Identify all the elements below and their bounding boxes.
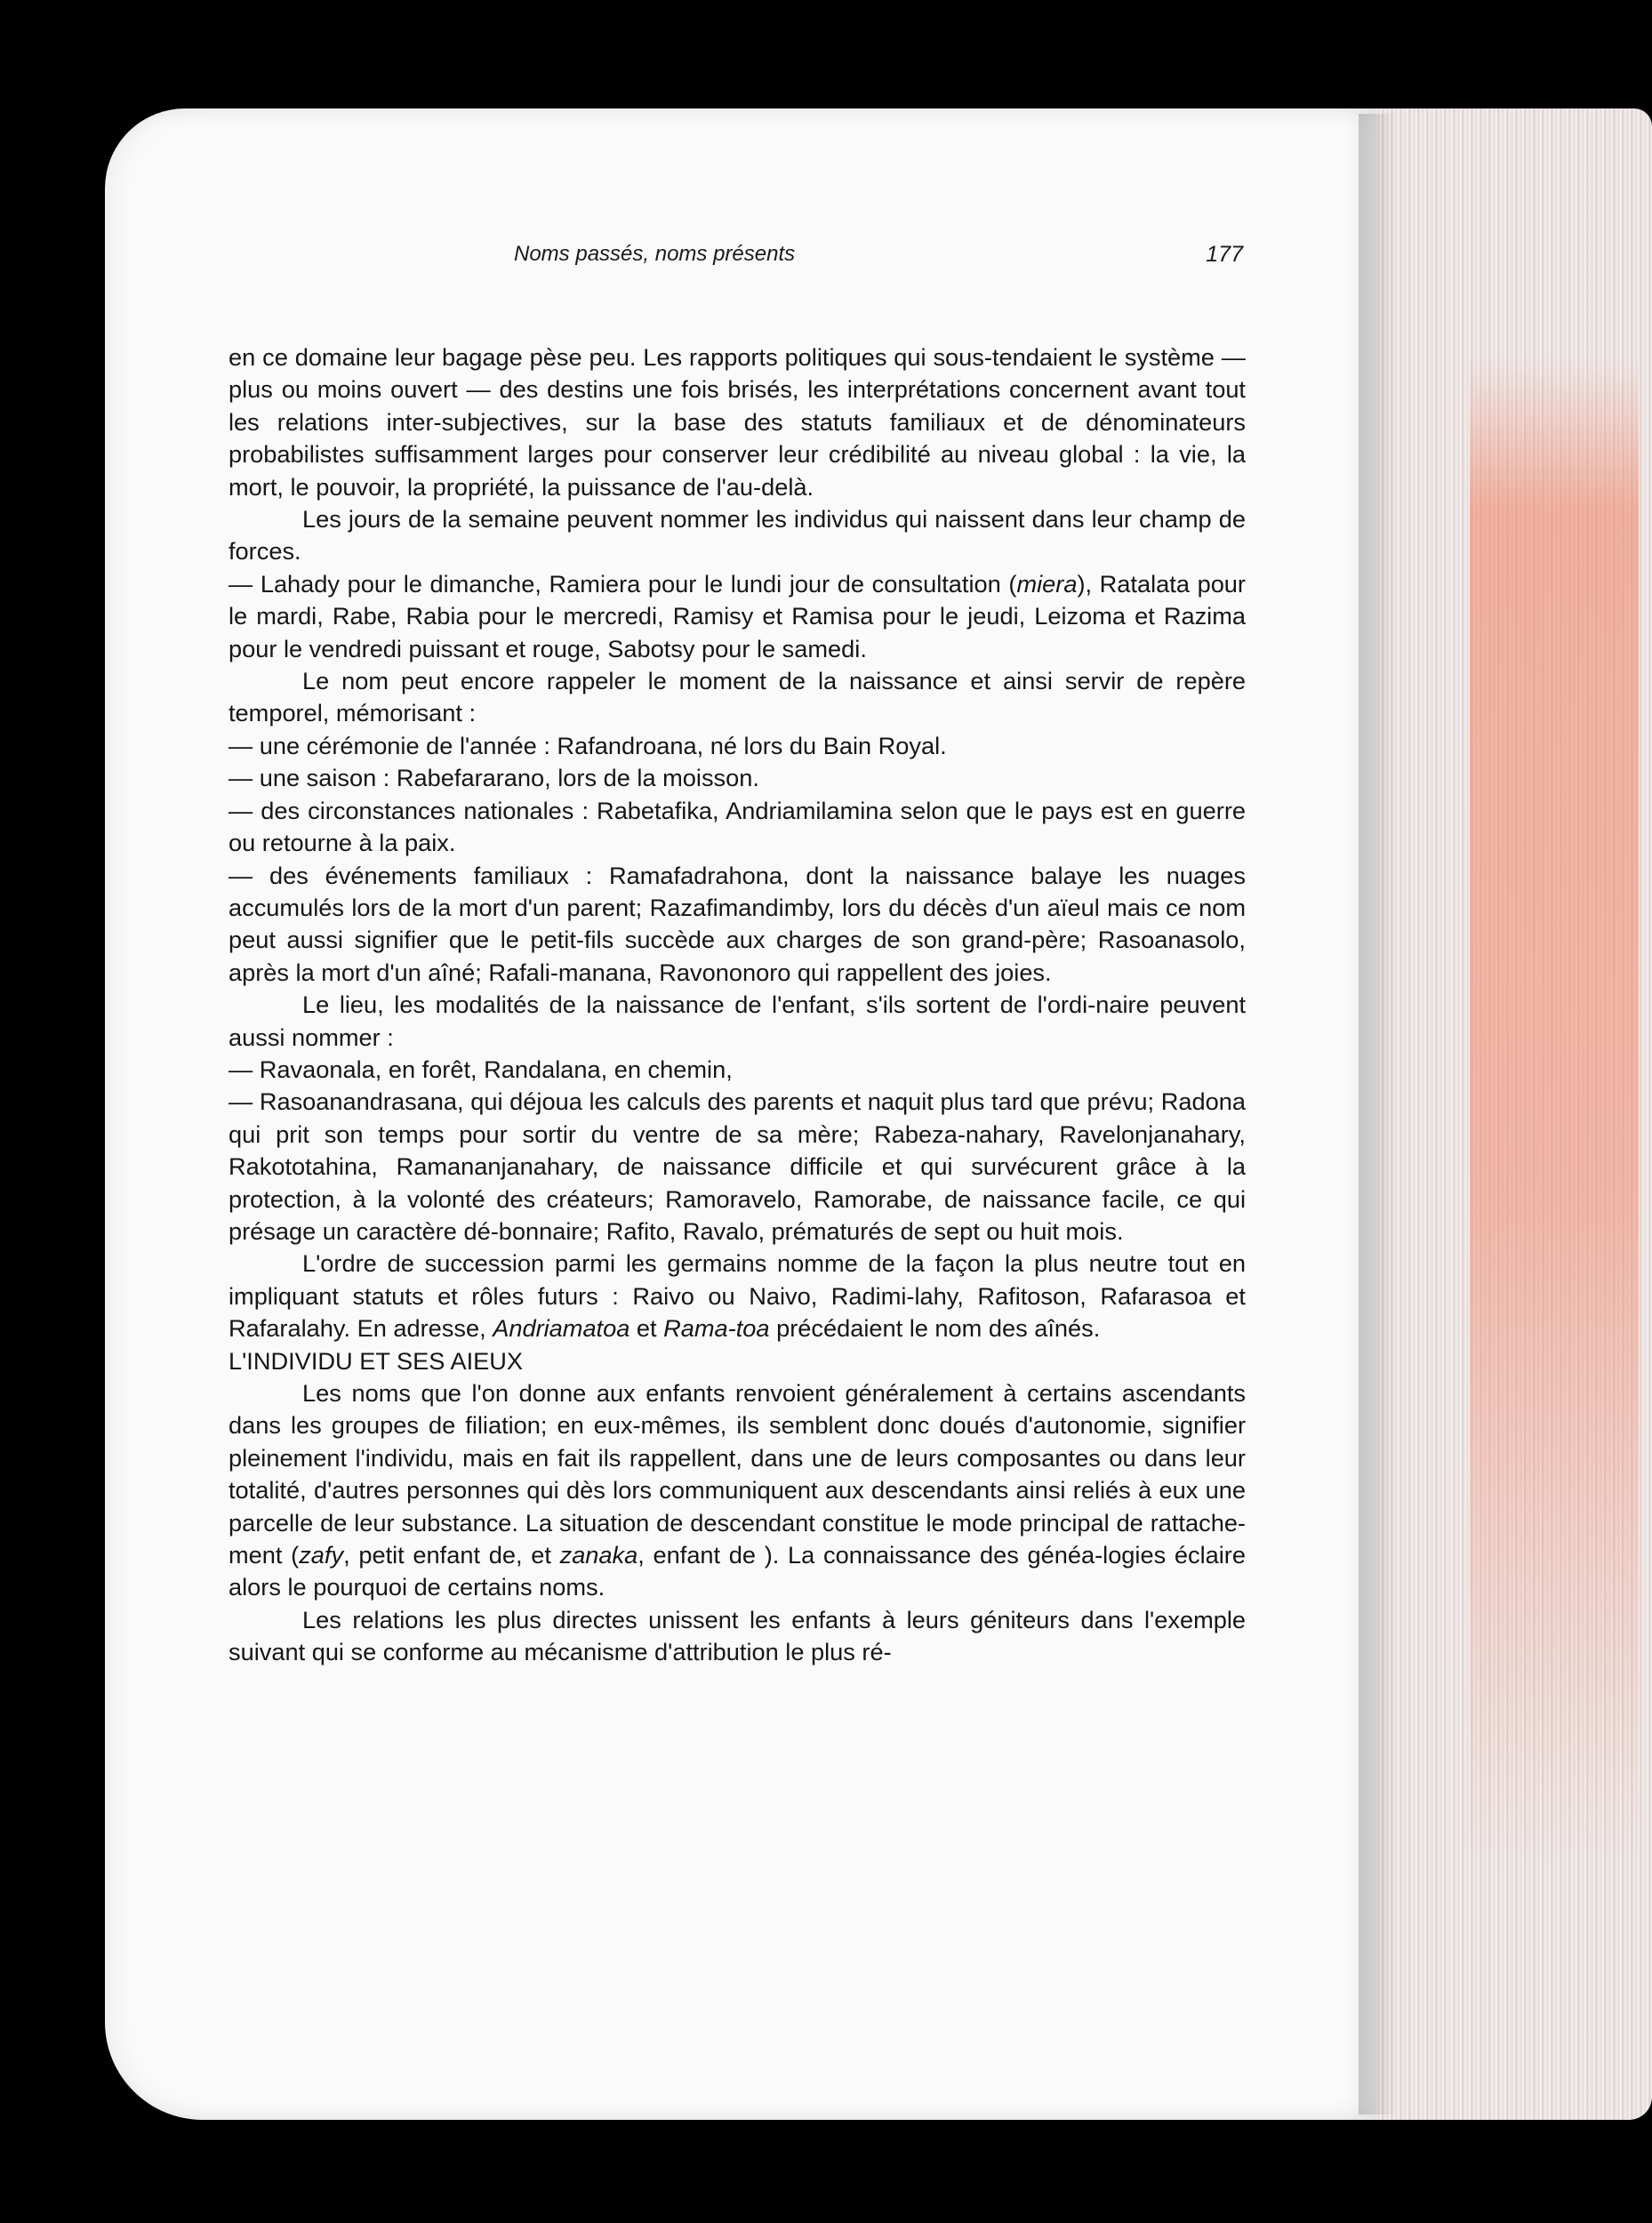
list-item: — des circonstances nationales : Rabetafika, Andriamilamina selon que le pays est en guerre ou retourne à la paix.: [229, 796, 1246, 857]
list-item: [229, 568, 1246, 665]
paragraph: [229, 1377, 1246, 1604]
paragraph: en ce domaine leur bagage pèse peu. Les rapports politiques qui sous-tendaient le système — plus ou moins ouvert — des destins une fois brisés, les interprétations concernent avant tout les relations inter-subjectives, sur la base des statuts familiaux et de dénominateurs probabilistes suffisamment larges pour conserver leur crédibilité au niveau global : la vie, la mort, le pouvoir, la propriété, la puissance de l'au-delà.: [229, 343, 1246, 501]
book-page: [105, 108, 1376, 2120]
text-run: ), Ratalata pour le mardi, Rabe, Rabia pour le mercredi, Ramisy et Ramisa pour le jeudi, Leizoma et Razima pour le vendredi puissant et rouge, Sabotsy pour le samedi.: [229, 569, 1246, 662]
list-item: — une cérémonie de l'année : Rafandroana, né lors du Bain Royal.: [229, 731, 947, 759]
italic-term: zafy: [299, 1541, 344, 1569]
running-title: Noms passés, noms présents: [514, 242, 796, 266]
running-head: [514, 242, 1243, 277]
italic-term: miera: [1016, 569, 1078, 598]
list-item: — des événements familiaux : Ramafadrahona, dont la naissance balaye les nuages accumulés lors de la mort d'un parent; Razafimandimby, lors du décès d'un aïeul mais ce nom peut aussi signifier que le petit-fils succède aux charges de son grand-père; Rasoanasolo, après la mort d'un aîné; Rafali-manana, Ravononoro qui rappellent des joies.: [229, 861, 1246, 986]
body-text: [229, 341, 1246, 1669]
italic-term: Rama-toa: [663, 1314, 770, 1343]
page-edge-tint: [1470, 357, 1639, 1869]
open-book: [105, 108, 1563, 2120]
list-item: — Rasoanandrasana, qui déjoua les calculs des parents et naquit plus tard que prévu; Radona qui prit son temps pour sortir du ventre de sa mère; Rabeza-nahary, Ravelonjanahary, Rakototahina, Ramananjanahary, de naissance difficile et qui survécurent grâce à la protection, à la volonté des créateurs; Ramoravelo, Ramorabe, de naissance facile, ce qui présage un caractère dé-bonnaire; Rafito, Ravalo, prématurés de sept ou huit mois.: [229, 1087, 1246, 1245]
paragraph: Le lieu, les modalités de la naissance de l'enfant, s'ils sortent de l'ordi-naire peuvent aussi nommer :: [229, 991, 1246, 1051]
list-item: — une saison : Rabefararano, lors de la moisson.: [229, 764, 759, 792]
paragraph: Les jours de la semaine peuvent nommer les individus qui naissent dans leur champ de forces.: [229, 505, 1246, 566]
paragraph: Le nom peut encore rappeler le moment de la naissance et ainsi servir de repère temporel, mémorisant :: [229, 667, 1246, 727]
italic-term: Andriamatoa: [493, 1314, 630, 1343]
text-run: L'ordre de succession parmi les germains nomme de la façon la plus neutre tout en impliquant statuts et rôles futurs : Raivo ou Naivo, Radimi-lahy, Rafitoson, Rafarasoa et Rafaralahy. En adresse,: [229, 1249, 1246, 1343]
text-run: , enfant de ). La connaissance des généa-logies éclaire alors le pourquoi de certains noms.: [229, 1541, 1246, 1601]
text-run: , petit enfant de, et: [343, 1541, 560, 1569]
gutter-shadow: [1359, 114, 1398, 2115]
text-run: — Lahady pour le dimanche, Ramiera pour le lundi jour de consultation (: [229, 569, 1017, 598]
text-run: et: [630, 1314, 664, 1343]
page-number: 177: [1206, 242, 1243, 267]
paragraph: Les relations les plus directes unissent les enfants à leurs géniteurs dans l'exemple suivant qui se conforme au mécanisme d'attribution le plus ré-: [229, 1605, 1246, 1666]
text-run: précédaient le nom des aînés.: [769, 1314, 1101, 1343]
italic-term: zanaka: [559, 1541, 638, 1569]
list-item: — Ravaonala, en forêt, Randalana, en chemin,: [229, 1055, 733, 1083]
paragraph: [229, 1248, 1246, 1344]
text-run: Les noms que l'on donne aux enfants renvoient généralement à certains ascendants dans les groupes de filiation; en eux-mêmes, ils semblent donc doués d'autonomie, signifier pleinement l'individu, mais en fait ils rappellent, dans une de leurs composantes ou dans leur totalité, d'autres personnes qui dès lors communiquent aux descendants ainsi reliés à eux une parcelle de leur substance. La situation de descendant constitue le mode principal de rattache-ment (: [229, 1379, 1246, 1569]
section-heading: L'INDIVIDU ET SES AIEUX: [229, 1346, 524, 1375]
